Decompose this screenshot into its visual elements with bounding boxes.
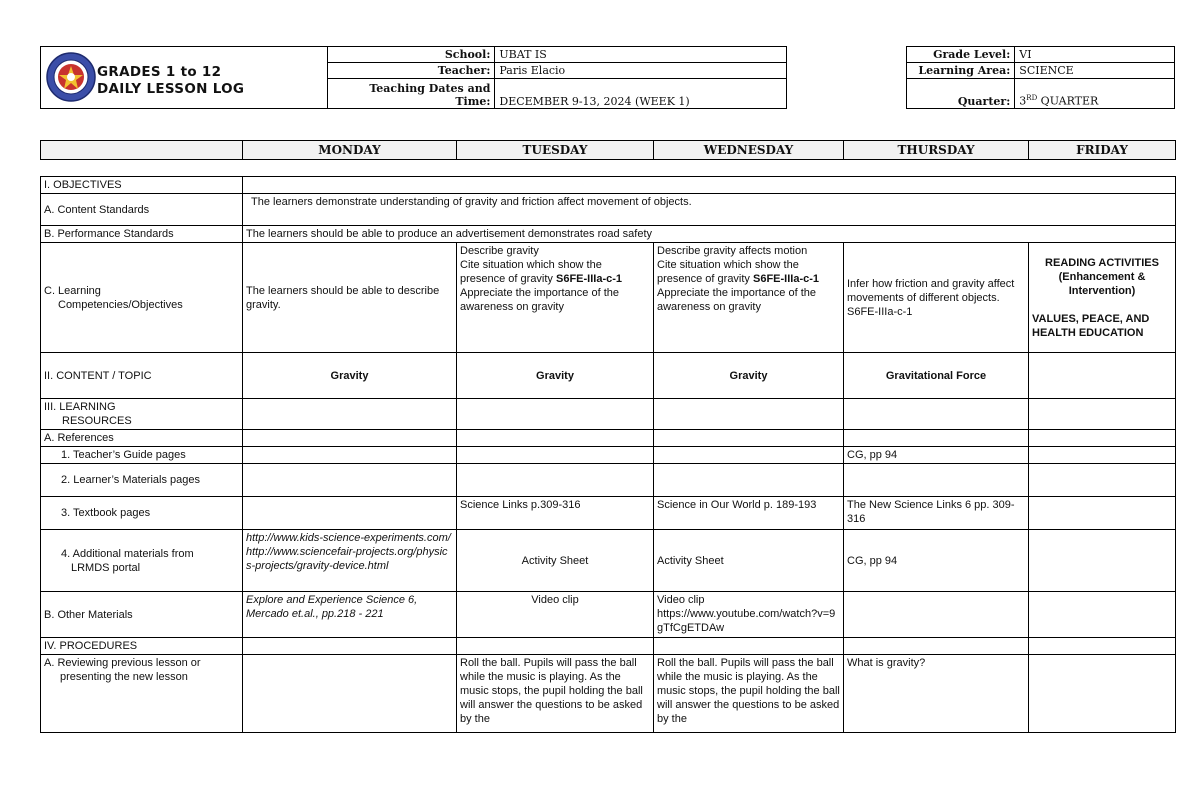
additional-materials-wednesday: Activity Sheet bbox=[654, 530, 844, 592]
review-tuesday: Roll the ball. Pupils will pass the ball while the music is playing. As the music stops, the pupil holding the ball will answer the questions to be asked by the bbox=[457, 655, 654, 733]
lesson-log-table bbox=[40, 176, 1176, 733]
procedures-heading: IV. PROCEDURES bbox=[41, 638, 243, 655]
grade-value: VI bbox=[1015, 47, 1175, 63]
additional-materials-tuesday: Activity Sheet bbox=[457, 530, 654, 592]
title-line-2: DAILY LESSON LOG bbox=[97, 81, 245, 97]
competency-wednesday: Describe gravity affects motion Cite situation which show the presence of gravity S6FE-IIIa-c-1 Appreciate the importance of the awareness on gravity bbox=[654, 243, 844, 353]
logo-box bbox=[40, 46, 328, 109]
title-line-1: GRADES 1 to 12 bbox=[97, 64, 222, 80]
textbook-tuesday: Science Links p.309-316 bbox=[457, 497, 654, 530]
topic-label: II. CONTENT / TOPIC bbox=[41, 353, 243, 399]
additional-materials-monday: http://www.kids-science-experiments.com/ http://www.sciencefair-projects.org/physics-projects/gravity-device.html bbox=[243, 530, 457, 592]
school-label: School: bbox=[328, 47, 495, 63]
learning-resources-label: III. LEARNING RESOURCES bbox=[41, 399, 243, 430]
performance-standards-label: B. Performance Standards bbox=[41, 226, 243, 243]
competencies-label: C. Learning Competencies/Objectives bbox=[41, 243, 243, 353]
quarter-label: Quarter: bbox=[907, 79, 1015, 109]
school-value: UBAT IS bbox=[495, 47, 787, 63]
day-friday: FRIDAY bbox=[1029, 141, 1176, 160]
additional-materials-thursday: CG, pp 94 bbox=[844, 530, 1029, 592]
competency-monday: The learners should be able to describe gravity. bbox=[243, 243, 457, 353]
textbook-label: 3. Textbook pages bbox=[41, 497, 243, 530]
topic-monday: Gravity bbox=[243, 353, 457, 399]
learners-materials-label: 2. Learner’s Materials pages bbox=[41, 464, 243, 497]
textbook-wednesday: Science in Our World p. 189-193 bbox=[654, 497, 844, 530]
area-value: SCIENCE bbox=[1015, 63, 1175, 79]
content-standards-label: A. Content Standards bbox=[41, 194, 243, 226]
deped-seal-icon bbox=[45, 51, 97, 103]
dates-label: Teaching Dates and Time: bbox=[328, 79, 495, 109]
competency-friday: READING ACTIVITIES (Enhancement & Intervention) VALUES, PEACE, AND HEALTH EDUCATION bbox=[1029, 243, 1176, 353]
competency-tuesday: Describe gravity Cite situation which show the presence of gravity S6FE-IIIa-c-1 Appreciate the importance of the awareness on gravity bbox=[457, 243, 654, 353]
dates-value: DECEMBER 9-13, 2024 (WEEK 1) bbox=[495, 79, 787, 109]
grade-label: Grade Level: bbox=[907, 47, 1015, 63]
teachers-guide-thursday: CG, pp 94 bbox=[844, 447, 1029, 464]
topic-wednesday: Gravity bbox=[654, 353, 844, 399]
other-materials-label: B. Other Materials bbox=[41, 592, 243, 638]
day-tuesday: TUESDAY bbox=[457, 141, 654, 160]
teachers-guide-label: 1. Teacher’s Guide pages bbox=[41, 447, 243, 464]
references-label: A. References bbox=[41, 430, 243, 447]
additional-materials-label: 4. Additional materials from LRMDS portal bbox=[41, 530, 243, 592]
topic-tuesday: Gravity bbox=[457, 353, 654, 399]
other-materials-wednesday: Video clip https://www.youtube.com/watch?v=9gTfCgETDAw bbox=[654, 592, 844, 638]
day-header bbox=[40, 140, 1176, 160]
other-materials-tuesday: Video clip bbox=[457, 592, 654, 638]
day-thursday: THURSDAY bbox=[844, 141, 1029, 160]
info-table bbox=[327, 46, 1175, 109]
teacher-label: Teacher: bbox=[328, 63, 495, 79]
performance-standards-value: The learners should be able to produce an advertisement demonstrates road safety bbox=[243, 226, 1176, 243]
page-title bbox=[97, 64, 244, 98]
quarter-value: 3RD QUARTER bbox=[1015, 79, 1175, 109]
content-standards-value: The learners demonstrate understanding of gravity and friction affect movement of objects. bbox=[243, 194, 1176, 226]
competency-thursday: Infer how friction and gravity affect movements of different objects. S6FE-IIIa-c-1 bbox=[844, 243, 1029, 353]
topic-thursday: Gravitational Force bbox=[844, 353, 1029, 399]
review-thursday: What is gravity? bbox=[844, 655, 1029, 733]
reviewing-lesson-label: A. Reviewing previous lesson or presenting the new lesson bbox=[41, 655, 243, 733]
header bbox=[40, 46, 1175, 109]
day-monday: MONDAY bbox=[243, 141, 457, 160]
review-wednesday: Roll the ball. Pupils will pass the ball while the music is playing. As the music stops, the pupil holding the ball will answer the questions to be asked by the bbox=[654, 655, 844, 733]
textbook-thursday: The New Science Links 6 pp. 309-316 bbox=[844, 497, 1029, 530]
teacher-value: Paris Elacio bbox=[495, 63, 787, 79]
other-materials-monday: Explore and Experience Science 6, Mercado et.al., pp.218 - 221 bbox=[243, 592, 457, 638]
objectives-heading: I. OBJECTIVES bbox=[41, 177, 243, 194]
day-wednesday: WEDNESDAY bbox=[654, 141, 844, 160]
area-label: Learning Area: bbox=[907, 63, 1015, 79]
